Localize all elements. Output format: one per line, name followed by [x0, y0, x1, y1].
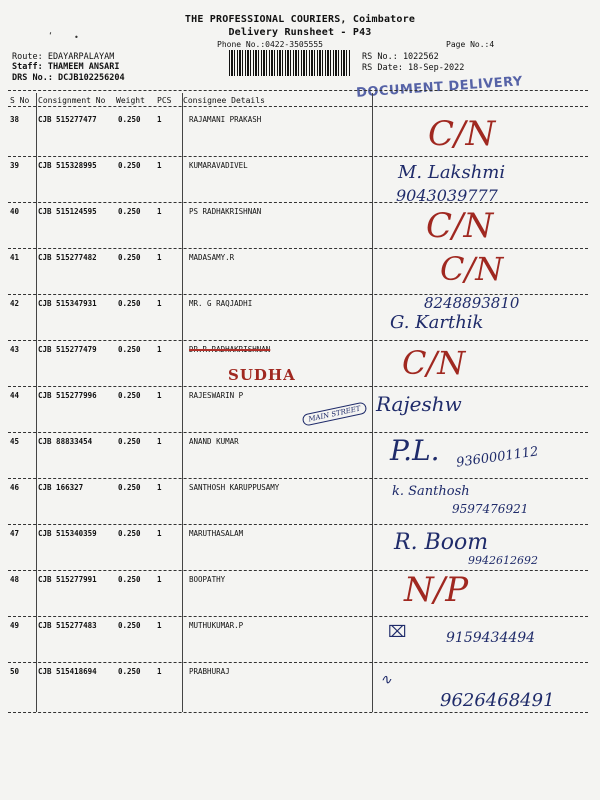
- row-consignment: CJB 515347931: [38, 299, 97, 308]
- rule: [8, 712, 588, 713]
- row-sno: 49: [10, 621, 20, 630]
- row-remark: C/N: [440, 250, 504, 288]
- row-consignee: BOOPATHY: [189, 575, 226, 584]
- row-pcs: 1: [157, 299, 162, 308]
- company-title: THE PROFESSIONAL COURIERS, Coimbatore: [184, 14, 416, 25]
- rule: [8, 90, 588, 91]
- drs-number: DRS No.: DCJB102256204: [12, 73, 125, 83]
- col-consignment: Consignment No: [38, 96, 106, 105]
- row-remark: C/N: [402, 344, 466, 382]
- col-consignee: Consignee Details: [183, 96, 265, 105]
- row-consignment: CJB 515277477: [38, 115, 97, 124]
- row-weight: 0.250: [118, 529, 141, 538]
- row-sno: 47: [10, 529, 20, 538]
- row-sno: 40: [10, 207, 20, 216]
- row-consignment: CJB 515277479: [38, 345, 97, 354]
- row-consignee: SANTHOSH KARUPPUSAMY: [189, 483, 280, 492]
- row-weight: 0.250: [118, 621, 141, 630]
- row-remark-phone: 9942612692: [468, 554, 538, 567]
- row-note: MAIN STREET: [301, 401, 367, 426]
- table-row: [0, 340, 600, 386]
- row-pcs: 1: [157, 161, 162, 170]
- row-sno: 39: [10, 161, 20, 170]
- phone-number: Phone No.:0422-3505555: [217, 40, 323, 49]
- row-pcs: 1: [157, 207, 162, 216]
- rs-date: RS Date: 18-Sep-2022: [362, 63, 465, 73]
- row-sno: 41: [10, 253, 20, 262]
- row-consignee: DR.R.RADHAKRISHNAN: [189, 345, 271, 354]
- row-pcs: 1: [157, 483, 162, 492]
- route-label: Route: EDAYARPALAYAM: [12, 52, 115, 62]
- row-consignment: CJB 515124595: [38, 207, 97, 216]
- row-sno: 38: [10, 115, 20, 124]
- row-pcs: 1: [157, 667, 162, 676]
- row-weight: 0.250: [118, 667, 141, 676]
- row-remark: M. Lakshmi: [398, 162, 506, 183]
- row-consignee: PS RADHAKRISHNAN: [189, 207, 262, 216]
- row-consignment: CJB 515277991: [38, 575, 97, 584]
- barcode: [229, 50, 351, 76]
- row-pcs: 1: [157, 529, 162, 538]
- row-consignment: CJB 515340359: [38, 529, 97, 538]
- table-row: [0, 662, 600, 711]
- row-pcs: 1: [157, 621, 162, 630]
- row-weight: 0.250: [118, 207, 141, 216]
- row-sno: 46: [10, 483, 20, 492]
- row-consignee: MR. G RAQJADHI: [189, 299, 253, 308]
- signature-scribble: ∿: [380, 672, 392, 688]
- row-consignee: KUMARAVADIVEL: [189, 161, 248, 170]
- row-sno: 45: [10, 437, 20, 446]
- table-row: [0, 248, 600, 294]
- row-consignment: CJB 515277483: [38, 621, 97, 630]
- row-remark: R. Boom: [394, 530, 489, 555]
- table-row: [0, 570, 600, 616]
- row-weight: 0.250: [118, 483, 141, 492]
- rs-number: RS No.: 1022562: [362, 52, 439, 62]
- row-remark-phone: 9159434494: [446, 630, 536, 646]
- row-consignee: RAJAMANI PRAKASH: [189, 115, 262, 124]
- row-pcs: 1: [157, 391, 162, 400]
- row-consignment: CJB 515328995: [38, 161, 97, 170]
- row-remark-phone: 9626468491: [440, 690, 555, 711]
- page-number: Page No.:4: [446, 40, 495, 49]
- row-consignee: MUTHUKUMAR.P: [189, 621, 244, 630]
- row-weight: 0.250: [118, 575, 141, 584]
- row-consignment: CJB 515418694: [38, 667, 97, 676]
- row-pcs: 1: [157, 437, 162, 446]
- row-weight: 0.250: [118, 299, 141, 308]
- row-remark: P.L.: [390, 434, 440, 467]
- table-row: [0, 156, 600, 205]
- row-pcs: 1: [157, 253, 162, 262]
- row-remark-phone: 9597476921: [452, 502, 529, 516]
- row-pcs: 1: [157, 115, 162, 124]
- row-weight: 0.250: [118, 391, 141, 400]
- row-consignment: CJB 515277996: [38, 391, 97, 400]
- row-remark-phone: 9360001112: [455, 444, 540, 471]
- table-row: [0, 202, 600, 248]
- runsheet-subtitle: Delivery Runsheet - P43: [228, 27, 372, 38]
- row-consignment: CJB 515277482: [38, 253, 97, 262]
- row-consignee: PRABHURAJ: [189, 667, 230, 676]
- col-weight: Weight: [116, 96, 145, 105]
- table-row: [0, 432, 600, 478]
- row-consignment: CJB 88833454: [38, 437, 93, 446]
- row-note: SUDHA: [228, 366, 296, 384]
- document-delivery-stamp: DOCUMENT DELIVERY: [355, 74, 524, 101]
- row-sno: 48: [10, 575, 20, 584]
- row-weight: 0.250: [118, 345, 141, 354]
- row-pcs: 1: [157, 345, 162, 354]
- row-remark: G. Karthik: [390, 312, 484, 333]
- signature-scribble: ⌧: [388, 622, 407, 641]
- row-sno: 42: [10, 299, 20, 308]
- scan-mark: ‘: [48, 31, 53, 40]
- table-row: [0, 294, 600, 340]
- row-sno: 43: [10, 345, 20, 354]
- table-row: [0, 616, 600, 662]
- row-remark: Rajeshw: [376, 392, 462, 416]
- staff-label: Staff: THAMEEM ANSARI: [12, 62, 120, 72]
- rule: [8, 106, 588, 107]
- row-consignee: RAJESWARIN P: [189, 391, 244, 400]
- row-weight: 0.250: [118, 437, 141, 446]
- row-consignee: MARUTHASALAM: [189, 529, 244, 538]
- row-pcs: 1: [157, 575, 162, 584]
- row-remark: C/N: [426, 206, 494, 246]
- col-sno: S No: [10, 96, 30, 105]
- row-consignee: ANAND KUMAR: [189, 437, 239, 446]
- row-sno: 50: [10, 667, 20, 676]
- row-weight: 0.250: [118, 253, 141, 262]
- table-row: [0, 386, 600, 432]
- table-row: [0, 524, 600, 570]
- row-remark-phone: 9043039777: [396, 186, 498, 205]
- row-consignee: MADASAMY.R: [189, 253, 235, 262]
- row-weight: 0.250: [118, 161, 141, 170]
- row-weight: 0.250: [118, 115, 141, 124]
- row-remark-phone: 8248893810: [424, 294, 520, 312]
- row-sno: 44: [10, 391, 20, 400]
- row-consignment: CJB 166327: [38, 483, 84, 492]
- row-remark: k. Santhosh: [392, 484, 470, 499]
- row-remark: C/N: [428, 114, 496, 154]
- row-remark: N/P: [404, 570, 469, 610]
- col-pcs: PCS: [157, 96, 172, 105]
- scan-mark: •: [74, 33, 79, 42]
- table-row: [0, 478, 600, 524]
- table-row: [0, 110, 600, 156]
